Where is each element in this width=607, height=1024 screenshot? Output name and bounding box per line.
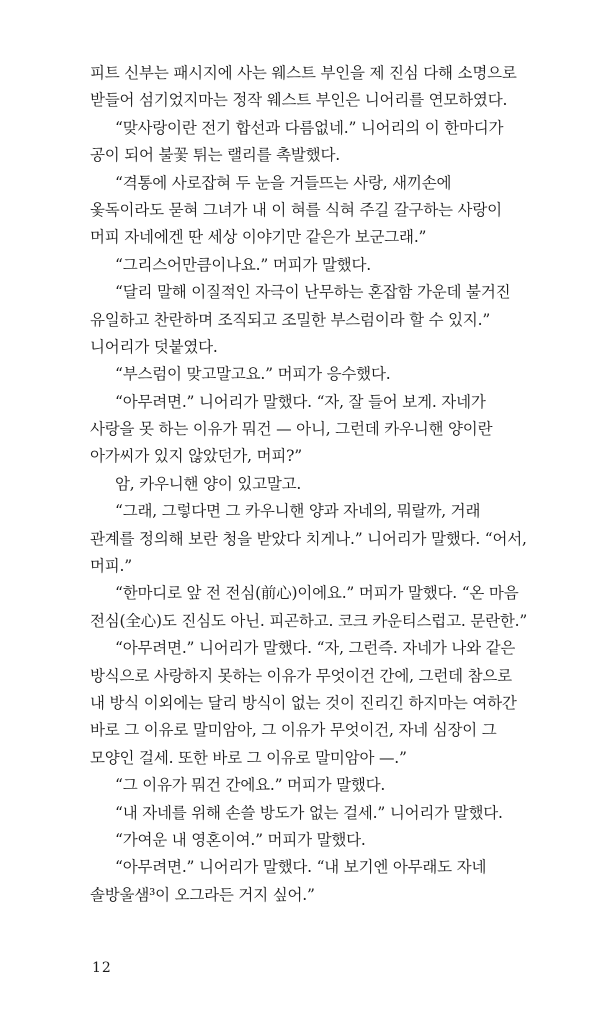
text-line: 방식으로 사랑하지 못하는 이유가 무엇이건 간에, 그런데 참으로 [90,666,512,685]
text-line: “한마디로 앞 전 전심(前心)이에요.” 머피가 말했다. “온 마음 [115,584,519,603]
text-line: 아가씨가 있지 않았던가, 머피?” [90,447,303,466]
text-line: “그래, 그렇다면 그 카우니핸 양과 자네의, 뭐랄까, 거래 [115,502,481,521]
text-line: 니어리가 덧붙였다. [90,337,218,356]
text-line: 암, 카우니핸 양이 있고말고. [115,474,302,493]
text-line: “맞사랑이란 전기 합선과 다름없네.” 니어리의 이 한마디가 [115,118,504,137]
text-line: 머피.” [90,557,132,576]
text-line: 받들어 섬기었지마는 정작 웨스트 부인은 니어리를 연모하였다. [90,91,508,110]
text-line: 옻독이라도 묻혀 그녀가 내 이 혀를 식혀 주길 갈구하는 사랑이 [90,200,502,219]
text-line: “달리 말해 이질적인 자극이 난무하는 혼잡함 가운데 불거진 [115,283,511,302]
text-line: “가여운 내 영혼이여.” 머피가 말했다. [115,830,366,849]
text-line: 유일하고 찬란하며 조직되고 조밀한 부스럼이라 할 수 있지.” [90,310,491,329]
text-line: 모양인 걸세. 또한 바로 그 이유로 말미암아 —.” [90,748,407,767]
text-line: “그 이유가 뭐건 간에요.” 머피가 말했다. [115,776,386,795]
body-text [90,60,560,909]
text-line: 공이 되어 불꽃 튀는 랠리를 촉발했다. [90,146,340,165]
text-line: 내 방식 이외에는 달리 방식이 없는 것이 진리긴 하지마는 여하간 [90,693,517,712]
text-line: 머피 자네에겐 딴 세상 이야기만 같은가 보군그래.” [90,228,427,247]
text-line: 관계를 정의해 보란 청을 받았다 치게나.” 니어리가 말했다. “어서, [90,529,527,548]
text-line: 바로 그 이유로 말미암아, 그 이유가 무엇이건, 자네 심장이 그 [90,721,497,740]
text-line: 사랑을 못 하는 이유가 뭐건 — 아니, 그런데 카우니핸 양이란 [90,420,493,439]
text-line: 피트 신부는 패시지에 사는 웨스트 부인을 제 진심 다해 소명으로 [90,64,517,82]
text-line: “아무려면.” 니어리가 말했다. “자, 잘 들어 보게. 자네가 [115,392,486,411]
text-line: “격통에 사로잡혀 두 눈을 거들뜨는 사랑, 새끼손에 [115,173,452,192]
text-line: 전심(全心)도 진심도 아닌. 피곤하고. 코크 카운티스럽고. 문란한.” [90,611,528,630]
text-line: “아무려면.” 니어리가 말했다. “내 보기엔 아무래도 자네 [115,858,487,877]
text-line: “아무려면.” 니어리가 말했다. “자, 그런즉. 자네가 나와 같은 [115,639,516,658]
text-line: “그리스어만큼이나요.” 머피가 말했다. [115,255,371,274]
text-line: “내 자네를 위해 손쓸 방도가 없는 걸세.” 니어리가 말했다. [115,803,503,822]
page-number: 12 [92,960,112,976]
text-line: “부스럼이 맞고말고요.” 머피가 응수했다. [115,365,391,384]
text-line: 솔방울샘³이 오그라든 거지 싶어.” [90,885,315,904]
